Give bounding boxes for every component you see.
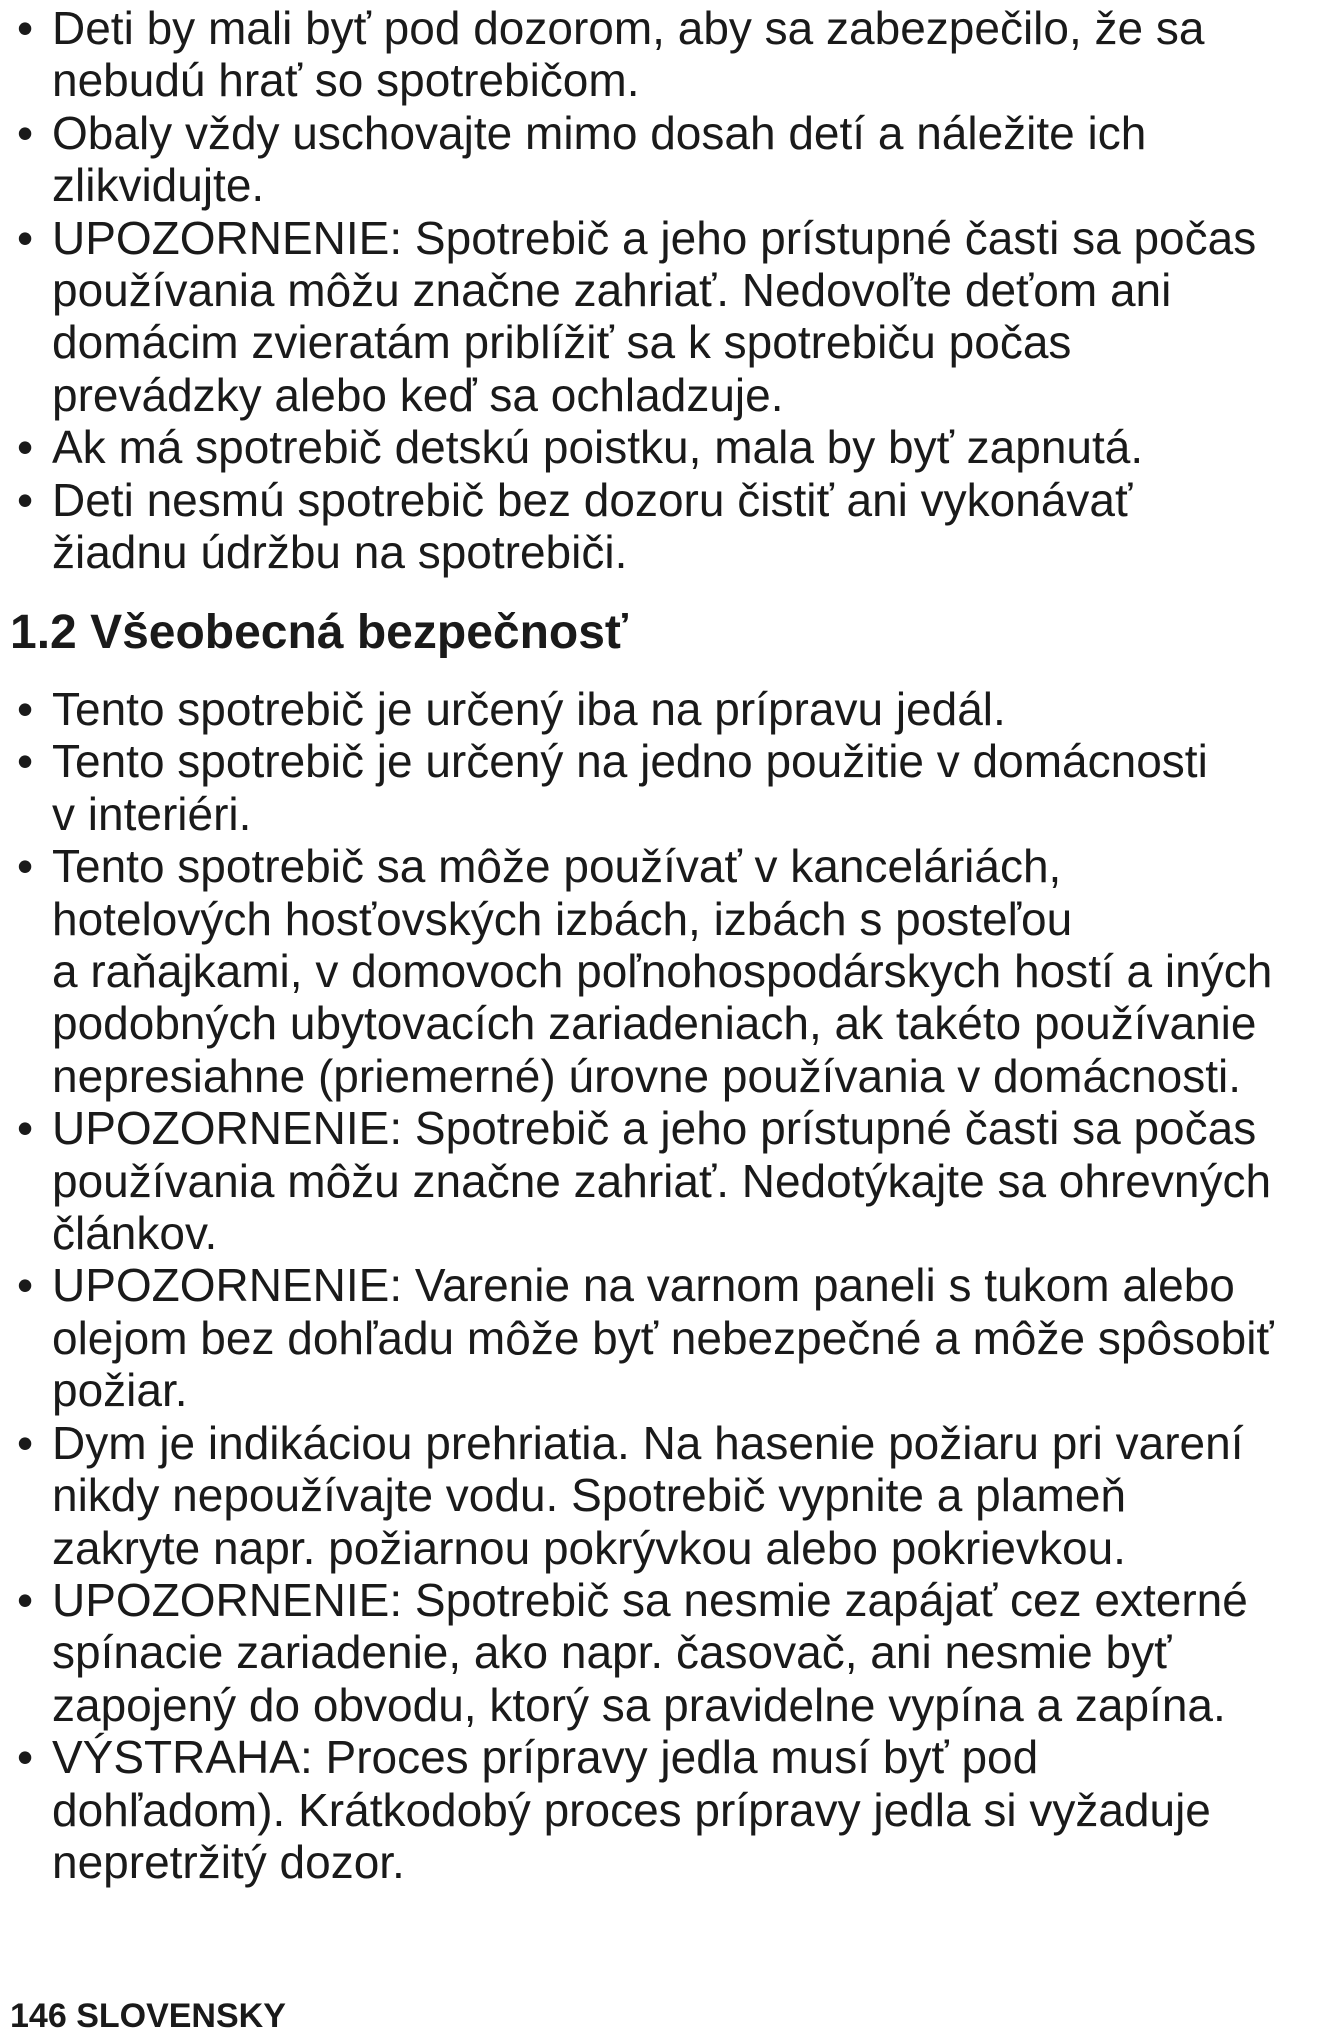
list-item (10, 735, 1330, 840)
bullet-icon: • (16, 1259, 34, 1312)
safety-list-general (10, 683, 1330, 1888)
list-item (10, 1574, 1330, 1731)
list-item (10, 421, 1330, 473)
footer-language: SLOVENSKY (76, 1997, 286, 2035)
bullet-icon: • (16, 1102, 34, 1155)
bullet-icon: • (16, 735, 34, 788)
list-item (10, 1102, 1330, 1259)
safety-list-children (10, 2, 1330, 578)
page-footer (10, 1996, 286, 2036)
list-item (10, 474, 1330, 579)
list-item-text: Tento spotrebič je určený na jedno použitie v domácnosti v interiéri. (52, 735, 1208, 840)
page-number: 146 (10, 1997, 67, 2035)
list-item (10, 2, 1330, 107)
list-item (10, 212, 1330, 422)
bullet-icon: • (16, 1731, 34, 1784)
bullet-icon: • (16, 683, 34, 735)
list-item (10, 107, 1330, 212)
bullet-icon: • (16, 2, 34, 54)
list-item-text: Dym je indikáciou prehriatia. Na hasenie požiaru pri varení nikdy nepoužívajte vodu. Spotrebič vypnite a plameň zakryte napr. požiarnou pokrývkou alebo pokrievkou. (52, 1416, 1244, 1574)
bullet-icon: • (16, 1416, 34, 1469)
bullet-icon: • (16, 211, 34, 264)
list-item-text: Ak má spotrebič detskú poistku, mala by byť zapnutá. (52, 421, 1144, 474)
list-item-text: UPOZORNENIE: Spotrebič a jeho prístupné časti sa počas používania môžu značne zahriať. Nedotýkajte sa ohrevných článkov. (52, 1102, 1272, 1260)
bullet-icon: • (16, 1573, 34, 1626)
list-item (10, 683, 1330, 735)
list-item-text: VÝSTRAHA: Proces prípravy jedla musí byť pod dohľadom). Krátkodobý proces prípravy jedla si vyžaduje nepretržitý dozor. (52, 1731, 1211, 1888)
bullet-icon: • (16, 421, 34, 474)
list-item (10, 1731, 1330, 1888)
list-item-text: Deti nesmú spotrebič bez dozoru čistiť ani vykonávať žiadnu údržbu na spotrebiči. (52, 473, 1133, 579)
list-item-text: Deti by mali byť pod dozorom, aby sa zabezpečilo, že sa nebudú hrať so spotrebičom. (52, 2, 1205, 107)
section-heading: 1.2 Všeobecná bezpečnosť (10, 606, 628, 659)
bullet-icon: • (16, 473, 34, 526)
list-item (10, 840, 1330, 1102)
list-item-text: Obaly vždy uschovajte mimo dosah detí a náležite ich zlikvidujte. (52, 106, 1147, 212)
list-item-text: Tento spotrebič sa môže používať v kanceláriách, hotelových hosťovských izbách, izbách s posteľou a raňajkami, v domovoch poľnohospodárskych hostí a iných podobných ubytovacích zariadeniach, ak takéto používanie nepresiahne (priemerné) úrovne používania v domácnosti. (52, 840, 1273, 1102)
list-item-text: UPOZORNENIE: Varenie na varnom paneli s tukom alebo olejom bez dohľadu môže byť nebezpečné a môže spôsobiť požiar. (52, 1259, 1274, 1417)
list-item (10, 1259, 1330, 1416)
list-item-text: Tento spotrebič je určený iba na prípravu jedál. (52, 683, 1006, 735)
list-item-text: UPOZORNENIE: Spotrebič a jeho prístupné časti sa počas používania môžu značne zahriať. Nedovoľte deťom ani domácim zvieratám priblížiť sa k spotrebiču počas prevádzky alebo keď sa ochladzuje. (52, 211, 1257, 421)
list-item-text: UPOZORNENIE: Spotrebič sa nesmie zapájať cez externé spínacie zariadenie, ako napr. časovač, ani nesmie byť zapojený do obvodu, ktorý sa pravidelne vypína a zapína. (52, 1573, 1248, 1731)
bullet-icon: • (16, 106, 34, 159)
bullet-icon: • (16, 840, 34, 893)
list-item (10, 1417, 1330, 1574)
